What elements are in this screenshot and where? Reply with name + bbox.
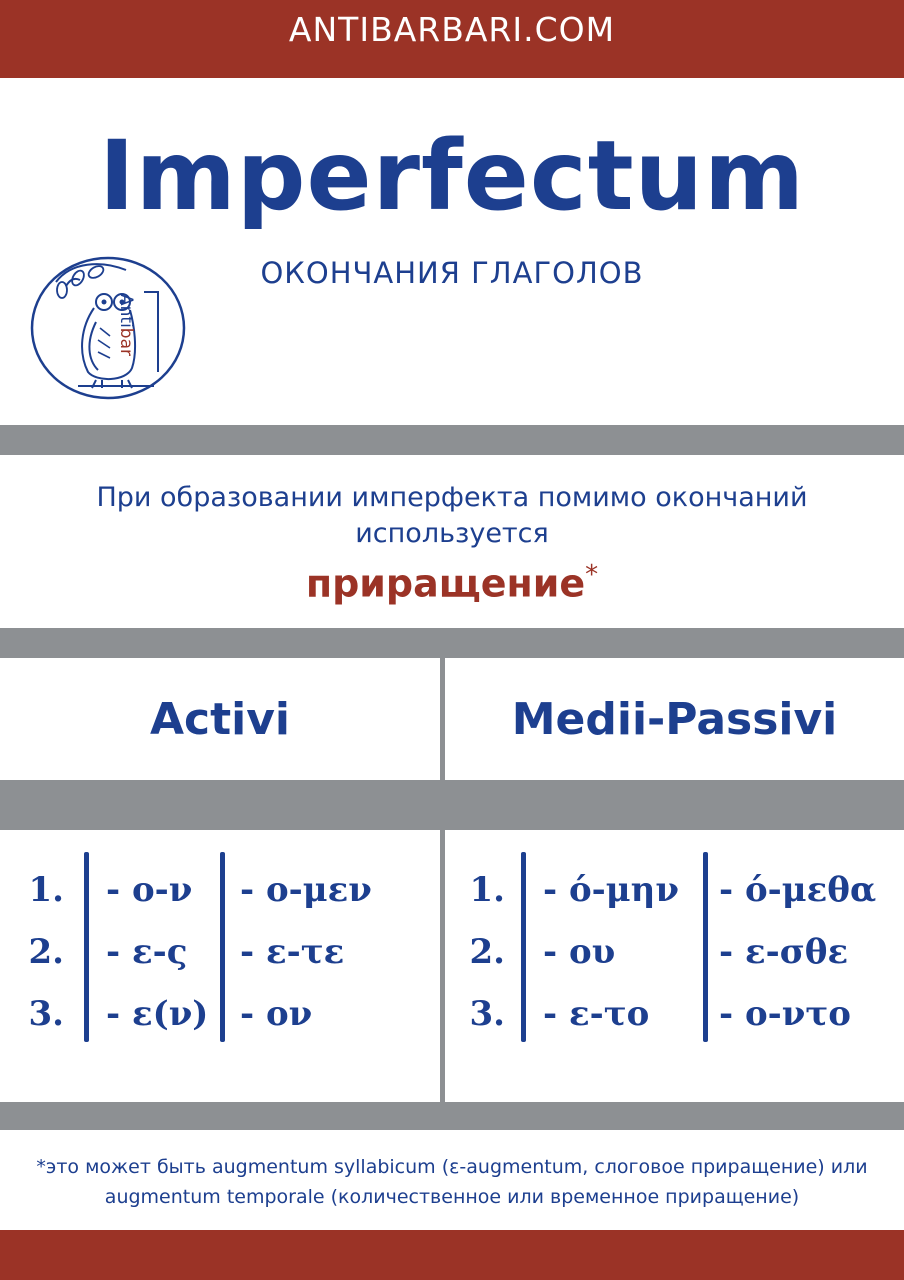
ending-plural: - ε-σθε bbox=[719, 932, 849, 972]
ending-plural: - ε-τε bbox=[240, 932, 345, 972]
table-separator bbox=[84, 852, 89, 1042]
row-number: 2. bbox=[469, 932, 505, 972]
table-separator bbox=[703, 852, 708, 1042]
page-title: Imperfectum bbox=[99, 120, 805, 232]
intro-line-1: При образовании имперфекта помимо окончаний bbox=[96, 482, 808, 513]
ending-plural: - ό-μεθα bbox=[719, 870, 877, 910]
owl-icon bbox=[26, 252, 194, 402]
site-name[interactable]: ANTIBARBARI.COM bbox=[288, 10, 616, 49]
logo-text-anti: Anti bbox=[116, 294, 136, 328]
logo-text bbox=[116, 294, 136, 356]
medii-passivi-table bbox=[445, 830, 904, 1102]
table-separator bbox=[220, 852, 225, 1042]
divider-band bbox=[0, 1102, 904, 1130]
row-number: 2. bbox=[28, 932, 64, 972]
ending-singular: - ό-μην bbox=[543, 870, 679, 910]
row-number: 3. bbox=[28, 994, 64, 1034]
ending-plural: - ο-ντο bbox=[719, 994, 851, 1034]
divider-band bbox=[0, 628, 904, 658]
page-subtitle: ОКОНЧАНИЯ ГЛАГОЛОВ bbox=[260, 256, 644, 290]
ending-singular: - ε-ς bbox=[106, 932, 188, 972]
table-separator bbox=[521, 852, 526, 1042]
divider-band bbox=[0, 425, 904, 455]
heading-activi: Activi bbox=[149, 694, 290, 745]
augment-asterisk: * bbox=[585, 560, 599, 590]
footer-band bbox=[0, 1230, 904, 1280]
ending-plural: - ο-μεν bbox=[240, 870, 372, 910]
intro-text bbox=[40, 480, 864, 552]
ending-plural: - ον bbox=[240, 994, 313, 1034]
row-number: 1. bbox=[28, 870, 64, 910]
row-number: 1. bbox=[469, 870, 505, 910]
footnote-line-2: augmentum temporale (количественное или временное приращение) bbox=[104, 1186, 800, 1208]
ending-singular: - ου bbox=[543, 932, 616, 972]
heading-medii-passivi: Medii-Passivi bbox=[511, 694, 838, 745]
divider-band bbox=[0, 780, 904, 830]
augment-word: приращение bbox=[305, 561, 586, 606]
row-number: 3. bbox=[469, 994, 505, 1034]
footnote-line-1: *это может быть augmentum syllabicum (ε-augmentum, слоговое приращение) или bbox=[36, 1156, 868, 1178]
augment-highlight bbox=[0, 560, 904, 606]
logo-text-bar: bar bbox=[116, 327, 136, 356]
ending-singular: - ο-ν bbox=[106, 870, 193, 910]
intro-line-2: используется bbox=[355, 518, 549, 549]
ending-singular: - ε-το bbox=[543, 994, 650, 1034]
footnote bbox=[30, 1152, 874, 1212]
ending-singular: - ε(ν) bbox=[106, 994, 209, 1034]
antibar-logo bbox=[26, 252, 194, 402]
activi-table bbox=[0, 830, 440, 1102]
